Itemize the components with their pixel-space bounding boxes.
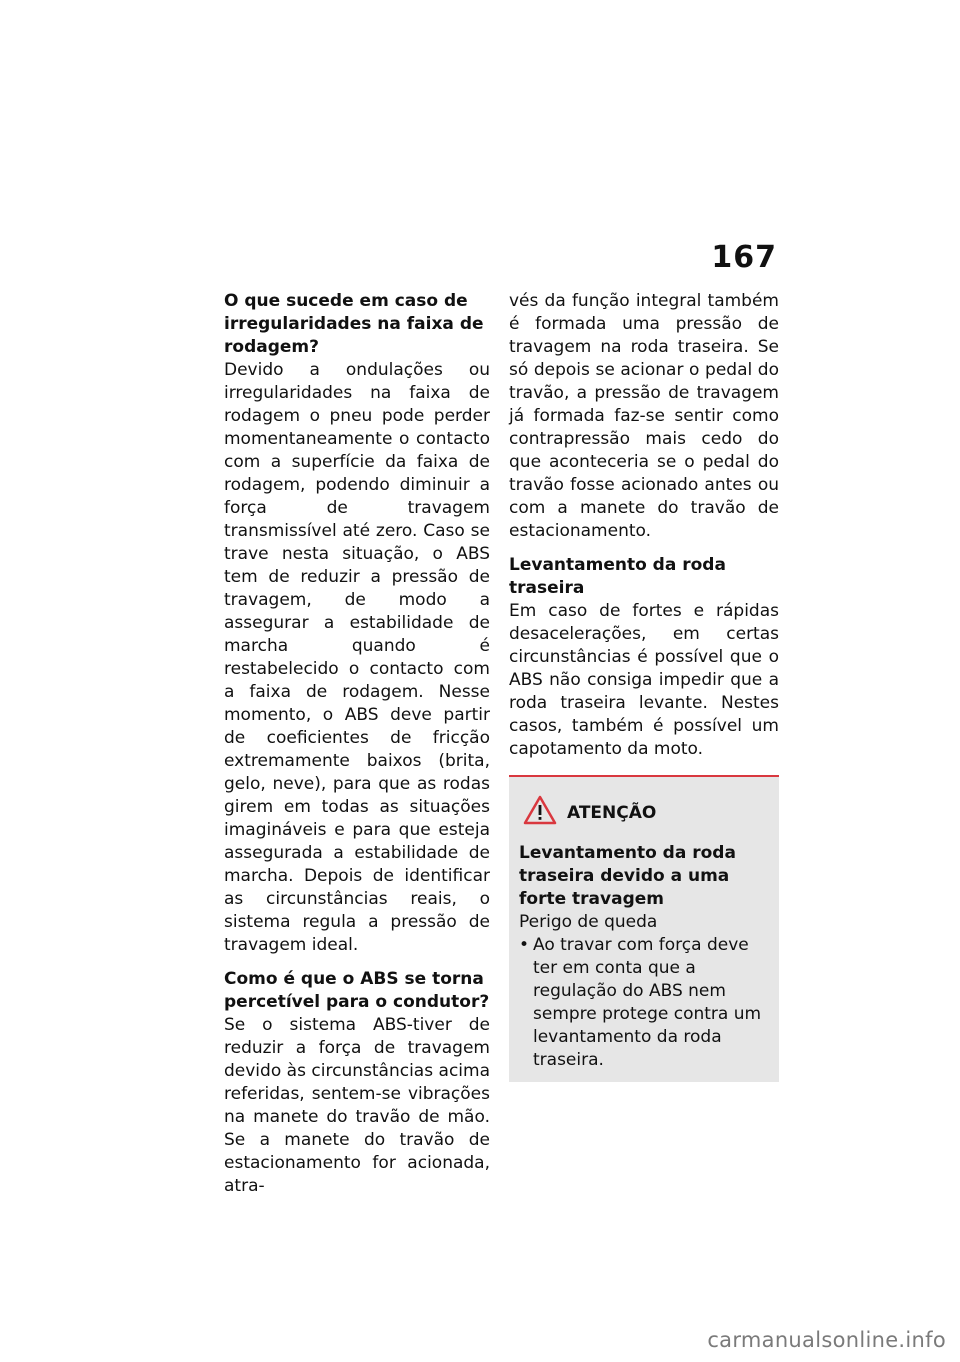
warning-risk: Perigo de queda bbox=[519, 912, 658, 932]
section-rear-wheel-lift bbox=[509, 554, 779, 761]
page-number: 167 bbox=[711, 240, 777, 275]
right-column bbox=[509, 290, 779, 1082]
section-heading: O que sucede em caso de irregularidades na faixa de rodagem? bbox=[224, 291, 484, 357]
warning-bullet bbox=[519, 934, 769, 1072]
warning-subheading: Levantamento da roda traseira devido a uma forte travagem bbox=[519, 843, 736, 909]
section-abs-perception bbox=[224, 968, 490, 1198]
bullet-text: Ao travar com força deve ter em conta que a regulação do ABS nem sempre protege contra um levantamento da roda traseira. bbox=[533, 935, 762, 1070]
section-road-irregularities bbox=[224, 290, 490, 957]
section-body: Em caso de fortes e rápidas desacelerações, em certas circunstâncias é possível que o ABS não consiga impedir que a roda traseira levante. Nestes casos, também é possível um capotamento da moto. bbox=[509, 601, 779, 759]
warning-box bbox=[509, 775, 779, 1082]
bullet-mark: • bbox=[519, 935, 530, 955]
section-body: Devido a ondulações ou irregularidades na faixa de rodagem o pneu pode perder momentaneamente o contacto com a superfície da faixa de rodagem, podendo diminuir a força de travagem transmissível até zero. Caso se trave nesta situação, o ABS tem de reduzir a pressão de travagem, de modo a assegurar a estabilidade de marcha quando é restabelecido o contacto com a faixa de rodagem. Nesse momento, o ABS deve partir de coeficientes de fricção extremamente baixos (brita, gelo, neve), para que as rodas girem em todas as situações imagináveis e para que esteja assegurada a estabilidade de marcha. Depois de identificar as circunstâncias reais, o sistema regula a pressão de travagem ideal. bbox=[224, 360, 490, 955]
section-heading: Como é que o ABS se torna percetível para o condutor? bbox=[224, 969, 490, 1012]
section-body: Se o sistema ABS-tiver de reduzir a força de travagem devido às circunstâncias acima referidas, sentem-se vibrações na manete do travão de mão. Se a manete do travão de estacionamento for acionada, atra- bbox=[224, 1015, 490, 1196]
left-column bbox=[224, 290, 490, 1209]
warning-triangle-icon bbox=[523, 795, 557, 832]
warning-header bbox=[523, 795, 769, 832]
continuation-text: vés da função integral também é formada uma pressão de travagem na roda traseira. Se só depois se acionar o pedal do travão, a pressão de travagem já formada faz-se sentir como contrapressão mais cedo do que aconteceria se o pedal do travão fosse acionado antes ou com a manete do travão de estacionamento. bbox=[509, 291, 779, 541]
section-heading: Levantamento da roda traseira bbox=[509, 555, 726, 598]
warning-title: ATENÇÃO bbox=[567, 803, 657, 823]
footer-watermark: carmanualsonline.info bbox=[707, 1328, 946, 1352]
